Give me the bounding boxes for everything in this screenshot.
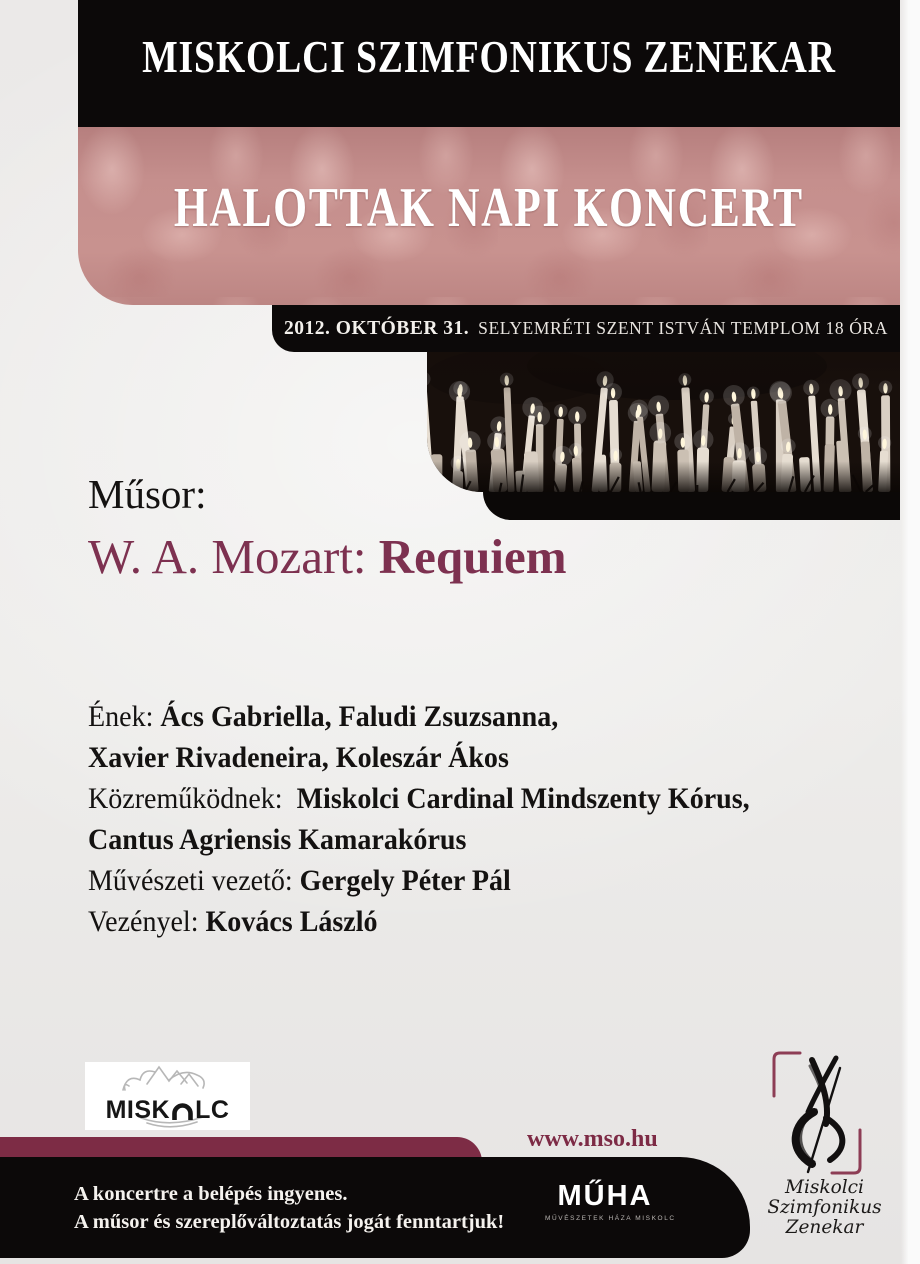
calligraphy-brush-icon [770, 1050, 870, 1176]
credits-list [88, 697, 848, 943]
event-venue: SELYEMRÉTI SZENT ISTVÁN TEMPLOM 18 ÓRA [478, 318, 888, 338]
mso-logo-line2: Szimfonikus [767, 1197, 882, 1218]
credit-names: Miskolci Cardinal Mindszenty Kórus, [296, 783, 750, 815]
credit-line-choirs-2 [88, 820, 848, 861]
event-title-band [78, 127, 900, 305]
mso-logo-script [742, 1178, 907, 1238]
admission-note: A koncertre a belépés ingyenes. [74, 1183, 348, 1205]
website-link[interactable]: www.mso.hu [527, 1126, 658, 1152]
muha-logo-subtitle: MŰVÉSZETEK HÁZA MISKOLC [545, 1215, 676, 1222]
event-date: 2012. OKTÓBER 31. [284, 317, 470, 339]
credit-label: Művészeti vezető: [88, 865, 300, 897]
program-label: Műsor: [88, 471, 207, 517]
miskolc-wordmark-left: MISK [105, 1096, 171, 1124]
credit-line-artistic-director [88, 861, 848, 902]
page-right-margin [901, 0, 920, 1264]
credit-label: Ének: [88, 701, 161, 733]
muha-logo-name: MŰHA [557, 1180, 653, 1212]
credit-names: Gergely Péter Pál [299, 865, 511, 897]
mso-logo-line1: Miskolci [785, 1177, 864, 1198]
candles-photo [427, 352, 900, 492]
footer-bar [0, 1157, 750, 1258]
credit-line-choirs [88, 779, 848, 820]
miskolc-city-logo [85, 1062, 250, 1130]
credit-line-singers-2 [88, 738, 848, 779]
mso-orchestra-logo [742, 1050, 907, 1250]
credit-label: Közreműködnek: [88, 783, 297, 815]
credit-names: Ács Gabriella, Faludi Zsuzsanna, [160, 701, 559, 733]
miskolc-wordmark [85, 1096, 250, 1125]
miskolc-wordmark-right: LC [195, 1096, 230, 1124]
credit-line-conductor [88, 902, 848, 943]
event-title: HALOTTAK NAPI KONCERT [174, 177, 804, 239]
credit-names: Cantus Agriensis Kamarakórus [88, 824, 467, 856]
credit-line-singers [88, 697, 848, 738]
muha-logo [545, 1180, 676, 1222]
credit-names: Xavier Rivadeneira, Koleszár Ákos [88, 742, 509, 774]
mso-logo-line3: Zenekar [785, 1217, 864, 1238]
credit-label: Vezényel: [88, 906, 206, 938]
footer-notes [74, 1181, 504, 1236]
program-line [88, 528, 567, 585]
work-title: Requiem [378, 529, 567, 584]
event-details-bar [272, 305, 900, 352]
composer-name: W. A. Mozart: [88, 529, 379, 584]
candles-illustration [427, 352, 900, 492]
arch-icon [171, 1101, 194, 1121]
orchestra-title: MISKOLCI SZIMFONIKUS ZENEKAR [142, 31, 836, 82]
orchestra-title-bar [78, 0, 900, 127]
rights-note: A műsor és szereplőváltoztatás jogát fenntartjuk! [74, 1210, 505, 1233]
credit-names: Kovács László [205, 906, 378, 938]
